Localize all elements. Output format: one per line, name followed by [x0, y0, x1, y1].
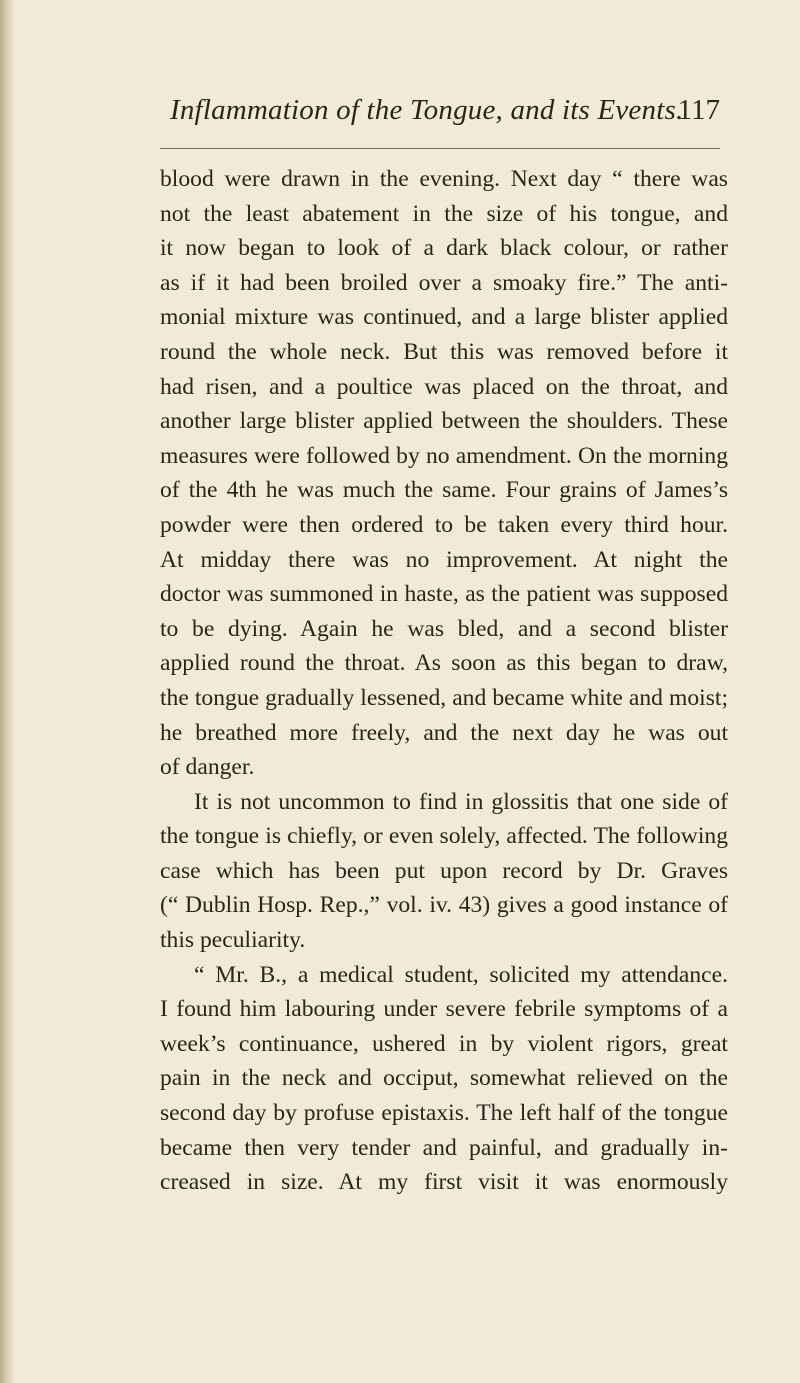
text-line: “ Mr. B., a medical student, solicited my attendance. [194, 961, 728, 988]
text-line: of the 4th he was much the same. Four grains of James’s [160, 477, 728, 504]
page-number: 117 [677, 94, 720, 126]
text-line: became then very tender and painful, and gradually in- [160, 1134, 728, 1161]
text-line: second day by profuse epistaxis. The left half of the tongue [160, 1100, 728, 1127]
text-line: not the least abatement in the size of his tongue, and [160, 200, 728, 227]
text-line: I found him labouring under severe febrile symptoms of a [160, 996, 728, 1023]
text-line: monial mixture was continued, and a large blister applied [160, 304, 728, 331]
text-line: At midday there was no improvement. At night the [160, 546, 728, 573]
text-line: another large blister applied between the shoulders. These [160, 408, 728, 435]
text-line: creased in size. At my first visit it was enormously [160, 1169, 728, 1196]
text-line: case which has been put upon record by Dr. Graves [160, 857, 728, 884]
text-line: to be dying. Again he was bled, and a second blister [160, 615, 728, 642]
text-line: doctor was summoned in haste, as the patient was supposed [160, 581, 728, 608]
text-line: round the whole neck. But this was removed before it [160, 338, 728, 365]
text-line: applied round the throat. As soon as this began to draw, [160, 650, 728, 677]
text-line: powder were then ordered to be taken every third hour. [160, 511, 728, 538]
body-text [160, 162, 728, 1200]
page-header [160, 94, 720, 146]
text-line: he breathed more freely, and the next day he was out [160, 719, 728, 746]
text-line: It is not uncommon to find in glossitis that one side of [194, 788, 728, 815]
text-line: week’s continuance, ushered in by violent rigors, great [160, 1030, 728, 1057]
book-spine-shadow [0, 0, 14, 1383]
text-line: as if it had been broiled over a smoaky fire.” The anti- [160, 269, 728, 296]
text-line: this peculiarity. [160, 927, 306, 954]
text-line: the tongue gradually lessened, and became white and moist; [160, 684, 728, 711]
text-line: of danger. [160, 754, 255, 781]
text-line: pain in the neck and occiput, somewhat relieved on the [160, 1065, 728, 1092]
text-line: the tongue is chiefly, or even solely, affected. The following [160, 823, 728, 850]
header-rule [160, 148, 720, 149]
text-line: had risen, and a poultice was placed on the throat, and [160, 373, 728, 400]
text-line: measures were followed by no amendment. On the morning [160, 442, 728, 469]
text-line: (“ Dublin Hosp. Rep.,” vol. iv. 43) gives a good instance of [160, 892, 728, 919]
text-line: it now began to look of a dark black colour, or rather [160, 235, 728, 262]
text-line: blood were drawn in the evening. Next day “ there was [160, 166, 728, 192]
running-title: Inflammation of the Tongue, and its Events. [170, 94, 684, 126]
